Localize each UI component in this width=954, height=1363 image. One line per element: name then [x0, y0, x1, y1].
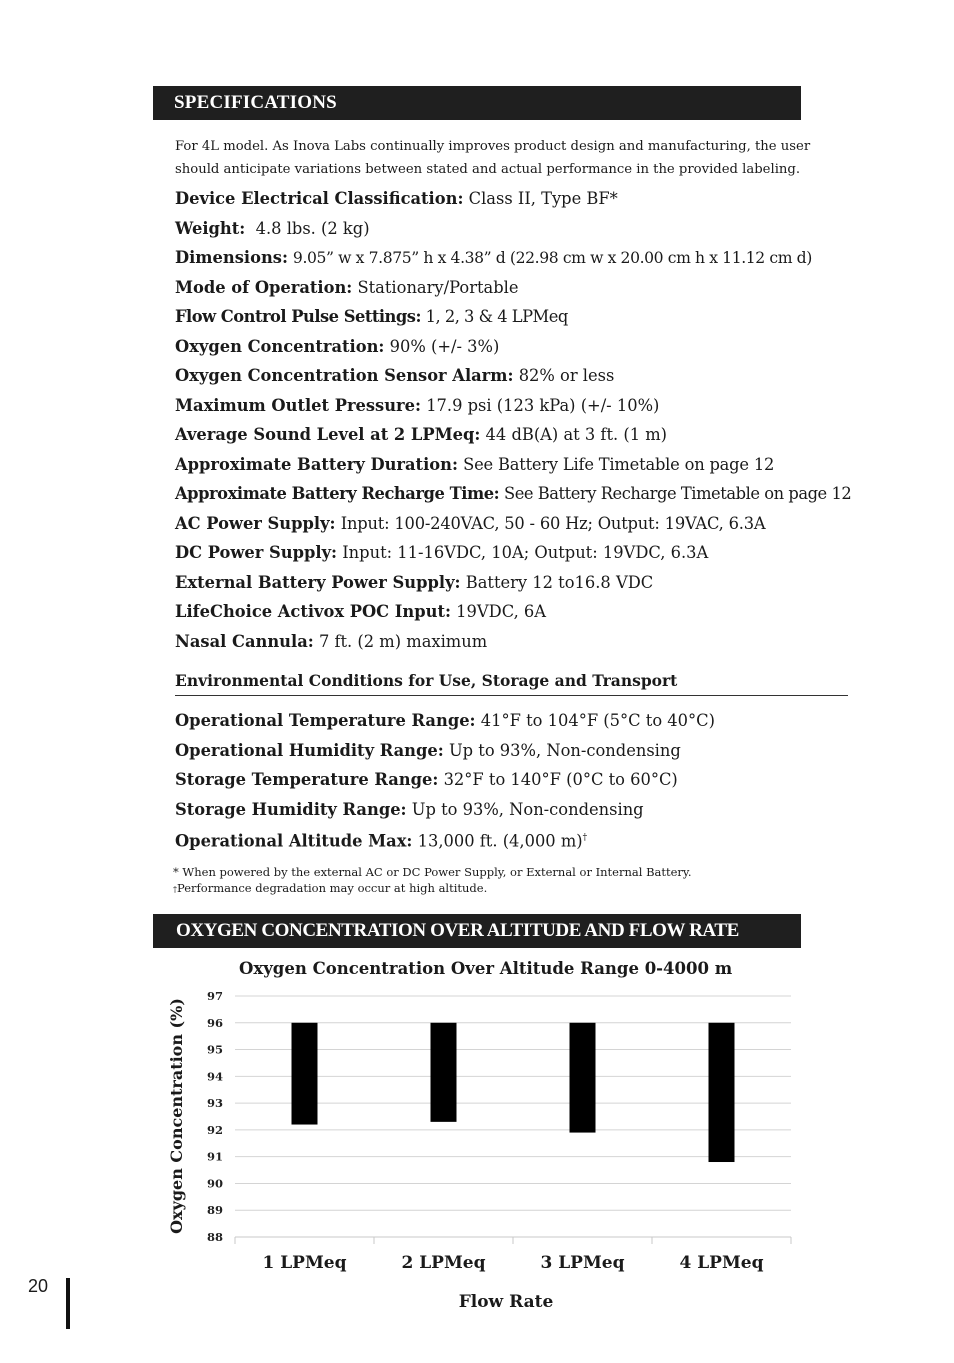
range-bar — [570, 1023, 596, 1133]
page-number: 20 — [28, 1276, 49, 1296]
spec-value: Input: 11-16VDC, 10A; Output: 19VDC, 6.3A — [342, 543, 709, 562]
spec-value: Stationary/Portable — [357, 277, 519, 297]
spec-label: Approximate Battery Duration: — [175, 454, 458, 474]
chart-title: Oxygen Concentration Over Altitude Range 0-4000 m — [239, 959, 733, 978]
y-axis-title: Oxygen Concentration (%) — [167, 998, 186, 1234]
env-label: Storage Temperature Range: — [175, 770, 439, 789]
x-category-label: 1 LPMeq — [262, 1253, 347, 1273]
spec-value: 4.8 lbs. (2 kg) — [255, 218, 370, 238]
x-category-label: 3 LPMeq — [540, 1253, 625, 1273]
specifications-header: SPECIFICATIONS — [153, 86, 801, 120]
oxygen-section-header: OXYGEN CONCENTRATION OVER ALTITUDE AND FLOW RATE — [153, 914, 801, 948]
env-value: Up to 93%, Non-condensing — [411, 799, 644, 819]
spec-label: Device Electrical Classification: — [175, 189, 464, 208]
spec-value: Class II, Type BF* — [468, 189, 618, 208]
spec-label: LifeChoice Activox POC Input: — [175, 602, 451, 621]
env-value: 13,000 ft. (4,000 m) — [417, 831, 583, 851]
y-tick-label: 97 — [206, 989, 223, 1003]
range-bar — [431, 1023, 457, 1122]
spec-label: Approximate Battery Recharge Time: — [175, 484, 500, 503]
spec-label: Oxygen Concentration: — [175, 336, 385, 356]
env-label: Operational Humidity Range: — [175, 740, 444, 760]
env-label: Storage Humidity Range: — [175, 799, 407, 819]
y-tick-label: 91 — [206, 1149, 223, 1164]
spec-label: Nasal Cannula: — [175, 631, 314, 651]
spec-label: Maximum Outlet Pressure: — [175, 395, 421, 415]
y-tick-label: 96 — [206, 1015, 223, 1030]
env-label: Operational Altitude Max: — [175, 831, 413, 851]
dagger-footnote-text: Performance degradation may occur at high altitude. — [177, 881, 488, 895]
x-category-label: 2 LPMeq — [401, 1253, 486, 1273]
specifications-intro: For 4L model. As Inova Labs continually improves product design and manufacturing, the user should anticipate variations between stated and actual performance in the provided labeling. — [175, 139, 811, 177]
spec-label: Dimensions: — [175, 248, 288, 267]
page-number-rule — [66, 1278, 70, 1329]
spec-value: 44 dB(A) at 3 ft. (1 m) — [485, 425, 668, 444]
y-tick-label: 95 — [206, 1042, 223, 1057]
env-value: 32°F to 140°F (0°C to 60°C) — [443, 770, 678, 789]
env-value: 41°F to 104°F (5°C to 40°C) — [480, 711, 715, 730]
spec-value: 17.9 psi (123 kPa) (+/- 10%) — [426, 395, 660, 415]
x-category-label: 4 LPMeq — [679, 1253, 764, 1273]
y-tick-label: 88 — [206, 1230, 223, 1244]
spec-value: 1, 2, 3 & 4 LPMeq — [425, 307, 568, 326]
spec-value: 82% or less — [518, 366, 615, 385]
dagger-mark: † — [582, 833, 588, 843]
range-bar — [709, 1023, 735, 1162]
spec-value: See Battery Recharge Timetable on page 12 — [503, 484, 852, 503]
spec-value: 19VDC, 6A — [456, 602, 547, 621]
spec-label: DC Power Supply: — [175, 543, 338, 562]
range-bar — [292, 1023, 318, 1125]
spec-value: 7 ft. (2 m) maximum — [318, 631, 488, 651]
spec-value: Input: 100-240VAC, 50 - 60 Hz; Output: 19VAC, 6.3A — [340, 513, 766, 533]
env-value: Up to 93%, Non-condensing — [448, 740, 681, 760]
dagger-mark: † — [173, 885, 177, 894]
spec-label: External Battery Power Supply: — [175, 572, 461, 592]
spec-value: 9.05” w x 7.875” h x 4.38” d (22.98 cm w x 20.00 cm h x 11.12 cm d) — [292, 249, 812, 267]
asterisk-footnote: * When powered by the external AC or DC Power Supply, or External or Internal Battery. — [173, 865, 692, 879]
y-tick-label: 89 — [206, 1203, 223, 1218]
spec-label: Mode of Operation: — [175, 277, 353, 297]
y-tick-label: 94 — [206, 1069, 223, 1084]
x-axis-title: Flow Rate — [458, 1292, 554, 1312]
env-label: Operational Temperature Range: — [175, 711, 476, 730]
y-tick-label: 92 — [206, 1122, 223, 1137]
environment-title: Environmental Conditions for Use, Storage and Transport — [175, 669, 848, 696]
spec-label: AC Power Supply: — [175, 513, 336, 533]
y-tick-label: 90 — [206, 1176, 223, 1191]
spec-label: Average Sound Level at 2 LPMeq: — [175, 425, 481, 444]
spec-label: Oxygen Concentration Sensor Alarm: — [175, 366, 514, 385]
spec-value: Battery 12 to16.8 VDC — [465, 572, 654, 592]
spec-label: Flow Control Pulse Settings: — [175, 307, 421, 326]
y-tick-label: 93 — [206, 1096, 223, 1111]
spec-value: 90% (+/- 3%) — [389, 336, 500, 356]
spec-value: See Battery Life Timetable on page 12 — [463, 454, 775, 474]
spec-label: Weight: — [175, 218, 246, 238]
